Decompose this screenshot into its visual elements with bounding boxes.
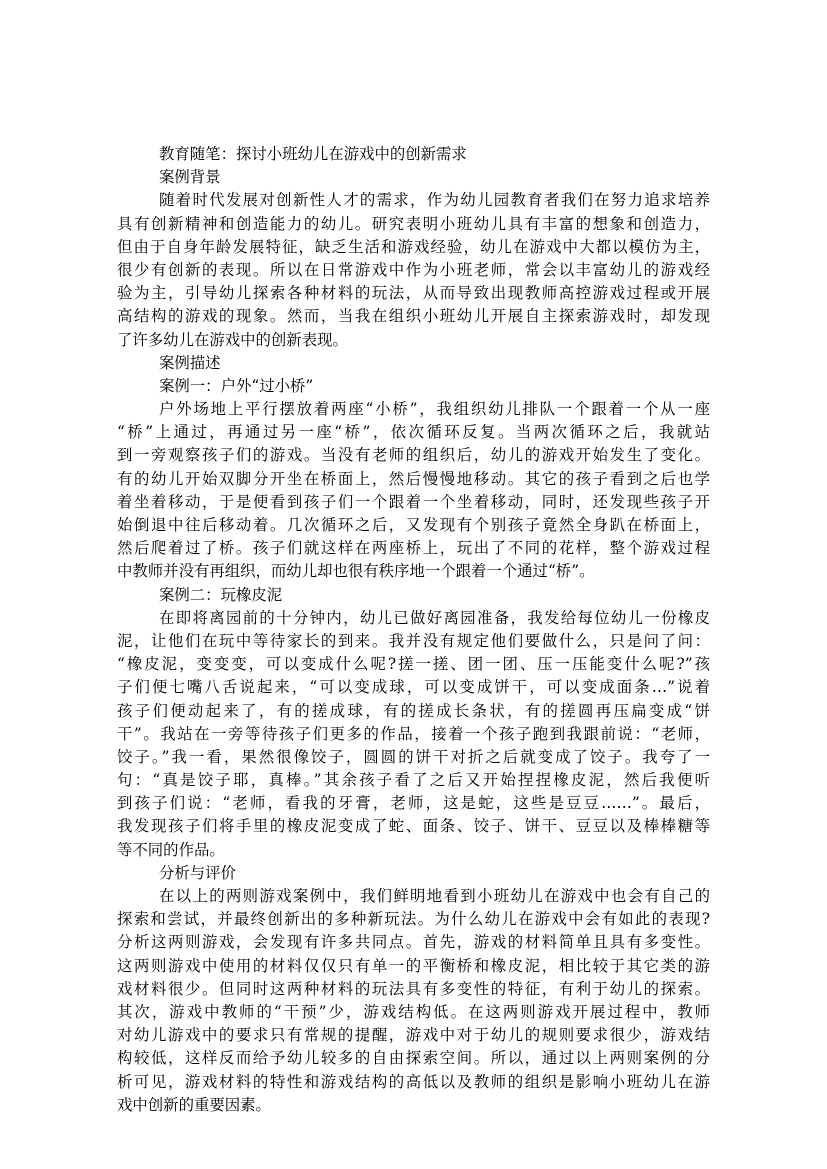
paragraph-line: 着坐着移动，于是便看到孩子们一个跟着一个坐着移动，同时，还发现些孩子开	[117, 492, 710, 511]
section-heading: 案例一：户外“过小桥”	[159, 376, 314, 395]
paragraph-line: 析可见，游戏材料的特性和游戏结构的高低以及教师的组织是影响小班幼儿在游	[117, 1072, 710, 1091]
paragraph-line: 但由于自身年龄发展特征，缺乏生活和游戏经验，幼儿在游戏中大都以模仿为主，	[117, 237, 710, 256]
paragraph-line: 干”。我站在一旁等待孩子们更多的作品，接着一个孩子跑到我跟前说：“老师，	[117, 724, 710, 743]
section-heading: 案例描述	[159, 353, 221, 372]
paragraph-line: 戏中创新的重要因素。	[117, 1095, 271, 1114]
paragraph-line: 始倒退中往后移动着。几次循环之后，又发现有个别孩子竟然全身趴在桥面上，	[117, 516, 710, 534]
paragraph-line: 探索和尝试，并最终创新出的多种新玩法。为什么幼儿在游戏中会有如此的表现?	[117, 910, 710, 929]
paragraph-line: 户外场地上平行摆放着两座“小桥”，我组织幼儿排队一个跟着一个从一座	[159, 400, 710, 419]
paragraph-line: 有的幼儿开始双脚分开坐在桥面上，然后慢慢地移动。其它的孩子看到之后也学	[117, 469, 710, 488]
paragraph-line: 构较低，这样反而给予幼儿较多的自由探索空间。所以，通过以上两则案例的分	[117, 1049, 710, 1068]
paragraph-line: 子们便七嘴八舌说起来，“可以变成球，可以变成饼干，可以变成面条…”说着	[117, 678, 710, 697]
paragraph-line: 验为主，引导幼儿探索各种材料的玩法，从而导致出现教师高控游戏过程或开展	[117, 284, 710, 303]
paragraph-line: “桥”上通过，再通过另一座“桥”，依次循环反复。当两次循环之后，我就站	[117, 423, 710, 442]
paragraph-line: 然后爬着过了桥。孩子们就这样在两座桥上，玩出了不同的花样，整个游戏过程	[117, 539, 710, 558]
paragraph-line: 孩子们便动起来了，有的搓成球，有的搓成长条状，有的搓圆再压扁变成“饼	[117, 701, 710, 720]
paragraph-line: 中教师并没有再组织，而幼儿却也很有秩序地一个跟着一个通过“桥”。	[117, 562, 595, 581]
paragraph-line: 这两则游戏中使用的材料仅仅只有单一的平衡桥和橡皮泥，相比较于其它类的游	[117, 956, 710, 975]
document-title: 教育随笔：探讨小班幼儿在游戏中的创新需求	[159, 145, 467, 163]
paragraph-line: 随着时代发展对创新性人才的需求，作为幼儿园教育者我们在努力追求培养	[159, 191, 710, 210]
paragraph-line: 在即将离园前的十分钟内，幼儿已做好离园准备，我发给每位幼儿一份橡皮	[159, 608, 710, 627]
paragraph-line: 泥，让他们在玩中等待家长的到来。我并没有规定他们要做什么，只是问了问：	[117, 631, 710, 650]
paragraph-line: 戏材料很少。但同时这两种材料的玩法具有多变性的特征，有利于幼儿的探索。	[117, 979, 710, 998]
paragraph-line: 了许多幼儿在游戏中的创新表现。	[117, 330, 348, 349]
paragraph-line: 很少有创新的表现。所以在日常游戏中作为小班老师，常会以丰富幼儿的游戏经	[117, 260, 710, 279]
paragraph-line: “橡皮泥，变变变，可以变成什么呢?搓一搓、团一团、压一压能变什么呢?”孩	[117, 655, 710, 674]
paragraph-line: 其次，游戏中教师的“干预”少，游戏结构低。在这两则游戏开展过程中，教师	[117, 1002, 710, 1021]
section-heading: 案例背景	[159, 168, 221, 187]
document-body	[117, 166, 710, 1117]
paragraph-line: 句：“真是饺子耶，真棒。”其余孩子看了之后又开始捏捏橡皮泥，然后我便听	[117, 771, 710, 790]
paragraph-line: 我发现孩子们将手里的橡皮泥变成了蛇、面条、饺子、饼干、豆豆以及棒棒糖等	[117, 817, 710, 836]
paragraph-line: 在以上的两则游戏案例中，我们鲜明地看到小班幼儿在游戏中也会有自己的	[159, 887, 710, 905]
paragraph-line: 到孩子们说：“老师，看我的牙膏，老师，这是蛇，这些是豆豆……”。最后，	[117, 794, 710, 813]
paragraph-line: 分析这两则游戏，会发现有许多共同点。首先，游戏的材料简单且具有多变性。	[117, 933, 710, 952]
paragraph-line: 对幼儿游戏中的要求只有常规的提醒，游戏中对于幼儿的规则要求很少，游戏结	[117, 1026, 710, 1045]
section-heading: 案例二：玩橡皮泥	[159, 585, 283, 604]
section-heading: 分析与评价	[159, 863, 236, 882]
document-page	[117, 143, 710, 1117]
paragraph-line: 饺子。”我一看，果然很像饺子，圆圆的饼干对折之后就变成了饺子。我夸了一	[117, 747, 710, 766]
paragraph-line: 高结构的游戏的现象。然而，当我在组织小班幼儿开展自主探索游戏时，却发现	[117, 307, 710, 326]
paragraph-line: 到一旁观察孩子们的游戏。当没有老师的组织后，幼儿的游戏开始发生了变化。	[117, 446, 710, 465]
paragraph-line: 等不同的作品。	[117, 840, 225, 859]
paragraph-line: 具有创新精神和创造能力的幼儿。研究表明小班幼儿具有丰富的想象和创造力，	[117, 214, 710, 233]
